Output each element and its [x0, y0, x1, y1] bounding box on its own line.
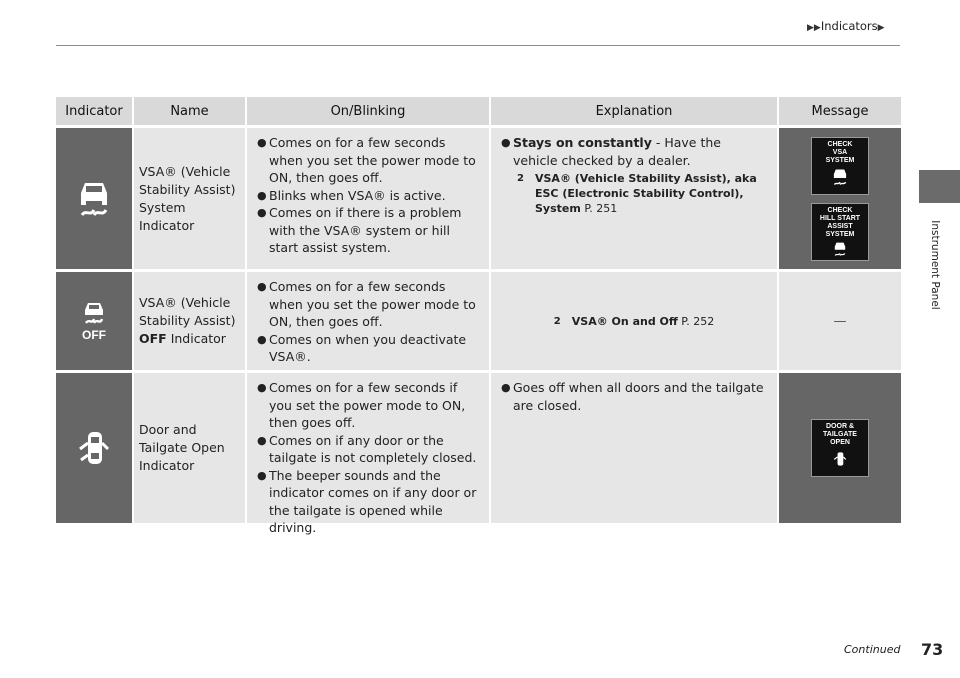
indicator-name: Door and Tailgate Open Indicator: [132, 373, 245, 523]
explanation-cell: [489, 272, 777, 370]
table-row: [56, 272, 901, 370]
header-explanation: Explanation: [489, 97, 777, 125]
list-item: ● Comes on for a few seconds if you set the power mode to ON, then goes off.: [257, 380, 466, 430]
chapter-tab[interactable]: [919, 170, 960, 203]
list-item: ● The beeper sounds and the indicator comes on if any door or the tailgate is opened while driving.: [257, 467, 477, 535]
breadcrumb-section[interactable]: Indicators: [820, 19, 878, 33]
message-cell: [777, 373, 901, 523]
chapter-label: Instrument Panel: [929, 220, 941, 310]
vsa-off-icon: [77, 301, 111, 341]
list-item: ● Comes on if any door or the tailgate is not completely closed.: [257, 432, 477, 465]
table-row: [56, 373, 901, 535]
message-cell: [777, 128, 901, 269]
list-item: ● Stays on constantly - Have the vehicle checked by a dealer.: [501, 135, 721, 168]
header-indicator: Indicator: [65, 103, 123, 119]
on-blinking-cell: [245, 373, 489, 535]
page-number: 73: [921, 640, 944, 659]
message-display: CHECK HILL START ASSIST SYSTEM: [811, 203, 869, 261]
table-header: [56, 97, 901, 125]
vsa-skid-icon: [77, 179, 111, 219]
breadcrumb-trail-arrow: ▶: [877, 23, 885, 33]
vsa-skid-icon: [833, 241, 847, 257]
header-message: Message: [777, 97, 901, 125]
list-item: ● Goes off when all doors and the tailgate are closed.: [501, 380, 764, 413]
continued-label: Continued: [844, 643, 901, 656]
message-cell: [777, 272, 901, 370]
header-on-blinking: On/Blinking: [245, 97, 489, 125]
indicator-table: [56, 97, 901, 535]
indicator-cell: [56, 373, 132, 523]
vsa-skid-icon: [832, 167, 848, 187]
indicator-cell: [56, 128, 132, 269]
message-display: CHECK VSA SYSTEM: [811, 137, 869, 195]
header-name: Name: [132, 97, 245, 125]
page-reference[interactable]: 2 VSA® (Vehicle Stability Assist), aka ESC (Electronic Stability Control), System P. 251: [517, 172, 757, 215]
indicator-name: VSA® (Vehicle Stability Assist) OFF Indicator: [132, 272, 245, 370]
list-item: ● Comes on when you deactivate VSA®.: [257, 331, 467, 364]
list-item: ● Comes on for a few seconds when you set the power mode to ON, then goes off.: [257, 279, 476, 329]
list-item: ● Comes on for a few seconds when you set the power mode to ON, then goes off.: [257, 135, 476, 185]
on-blinking-cell: [245, 272, 489, 370]
explanation-cell: [489, 373, 777, 523]
list-item: ● Comes on if there is a problem with the VSA® system or hill start assist system.: [257, 205, 462, 255]
svg-text:OFF: OFF: [82, 328, 106, 341]
explanation-cell: [489, 128, 777, 269]
door-open-icon: [77, 427, 111, 469]
table-row: [56, 128, 901, 269]
header-divider: [56, 45, 900, 46]
message-display: DOOR & TAILGATE OPEN: [811, 419, 869, 477]
indicator-name: VSA® (Vehicle Stability Assist) System Indicator: [132, 128, 245, 269]
breadcrumb-arrows: ▶▶: [807, 23, 821, 33]
no-message-dash: —: [833, 314, 847, 329]
door-open-icon: [833, 449, 847, 469]
breadcrumb: [807, 19, 885, 33]
indicator-cell: [56, 272, 132, 370]
on-blinking-cell: [245, 128, 489, 269]
page-reference[interactable]: 2 VSA® On and Off P. 252: [553, 314, 715, 328]
list-item: ● Blinks when VSA® is active.: [257, 187, 446, 203]
